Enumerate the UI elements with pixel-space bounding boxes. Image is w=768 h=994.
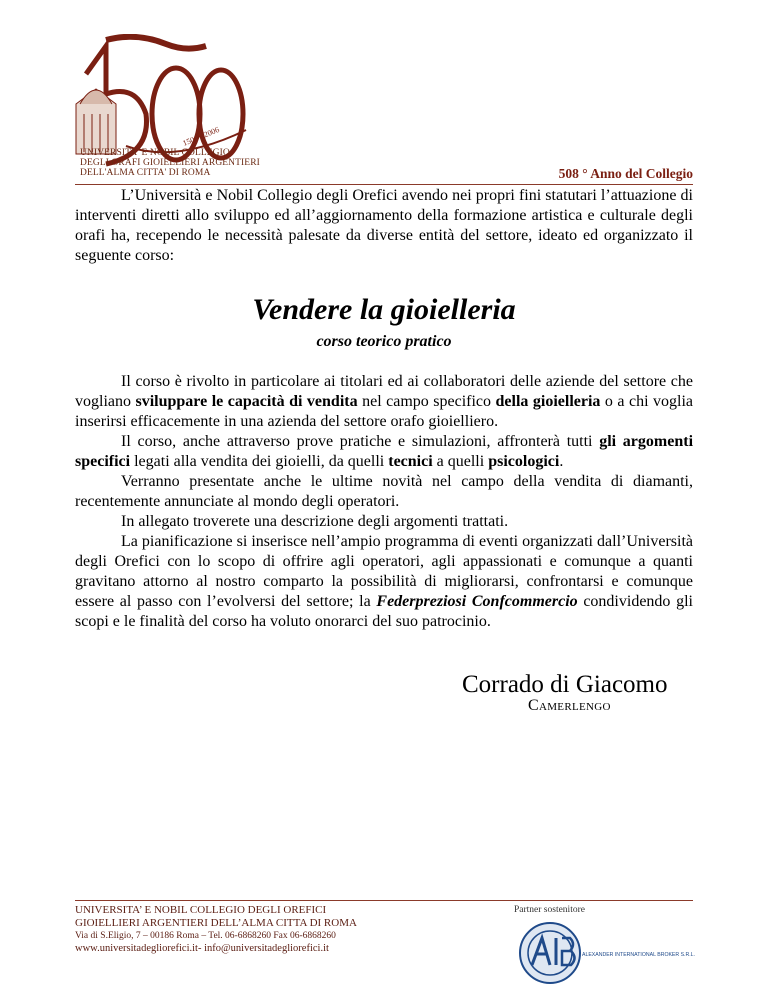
- footer-divider: [75, 900, 693, 901]
- signature-role: Camerlengo: [528, 697, 611, 714]
- logo-line-1: UNIVERSITA' E NOBIL COLLEGIO: [80, 148, 230, 158]
- partner-name: ALEXANDER INTERNATIONAL BROKER S.R.L.: [582, 952, 695, 958]
- footer-website[interactable]: www.universitadegliorefici.it- info@universitadegliorefici.it: [75, 943, 329, 954]
- header-divider: [75, 184, 693, 185]
- paragraph-1: Il corso è rivolto in particolare ai titolari ed ai collaboratori delle aziende del settore che vogliano sviluppare le capacità di vendita nel campo specifico della gioielleria o a chi voglia inserirsi efficacemente in una azienda del settore orafo gioielliero.: [75, 373, 694, 430]
- footer-line-2: GIOIELLIERI ARGENTIERI DELL’ALMA CITTA DI ROMA: [75, 917, 357, 929]
- paragraph-3: Verranno presentate anche le ultime novità nel campo della vendita di diamanti, recentemente annunciate al mondo degli operatori.: [75, 473, 693, 510]
- paragraph-2: Il corso, anche attraverso prove pratiche e simulazioni, affronterà tutti gli argomenti specifici legati alla vendita dei gioielli, da quelli tecnici a quelli psicologici.: [75, 433, 694, 470]
- footer-line-3: Via di S.Eligio, 7 – 00186 Roma – Tel. 06-6868260 Fax 06-6868260: [75, 931, 336, 941]
- partner-logo-icon: [518, 920, 698, 986]
- logo-caption: [80, 148, 260, 178]
- paragraph-4: In allegato troverete una descrizione degli argomenti trattati.: [121, 513, 509, 530]
- footer-address: [75, 904, 357, 955]
- letter-body: [75, 186, 693, 632]
- logo-line-2: DEGLI ORAFI GIOIELLIERI ARGENTIERI: [80, 158, 260, 168]
- partner-label: Partner sostenitore: [514, 905, 585, 915]
- logo-line-3: DELL'ALMA CITTA' DI ROMA: [80, 168, 211, 178]
- course-subtitle: corso teorico pratico: [316, 333, 452, 350]
- seal-text: 1506 - 2006: [181, 125, 221, 148]
- intro-paragraph: L’Università e Nobil Collegio degli Orefici avendo nei propri fini statutari l’attuazione di interventi diretti allo sviluppo ed all’aggiornamento della formazione artistica e culturale degli orafi ha, recependo le necessità palesate da diverse entità del settore, ideato ed organizzato il seguente corso:: [75, 187, 693, 264]
- anniversary-label: 508 ° Anno del Collegio: [558, 166, 693, 181]
- course-title: Vendere la gioielleria: [252, 293, 516, 326]
- signature-name: Corrado di Giacomo: [462, 671, 668, 698]
- footer-line-1: UNIVERSITA’ E NOBIL COLLEGIO DEGLI OREFICI: [75, 904, 327, 916]
- paragraph-5: La pianificazione si inserisce nell’ampio programma di eventi organizzati dall’Università degli Orefici con lo scopo di offrire agli operatori, agli appassionati e comunque a quanti gravitano attorno al nostro comparto la possibilità di migliorarsi, confrontarsi e comunque essere al passo con l’evolversi del settore; la Federpreziosi Confcommercio condividendo gli scopi e le finalità del corso ha voluto onorarci del suo patrocinio.: [75, 533, 693, 630]
